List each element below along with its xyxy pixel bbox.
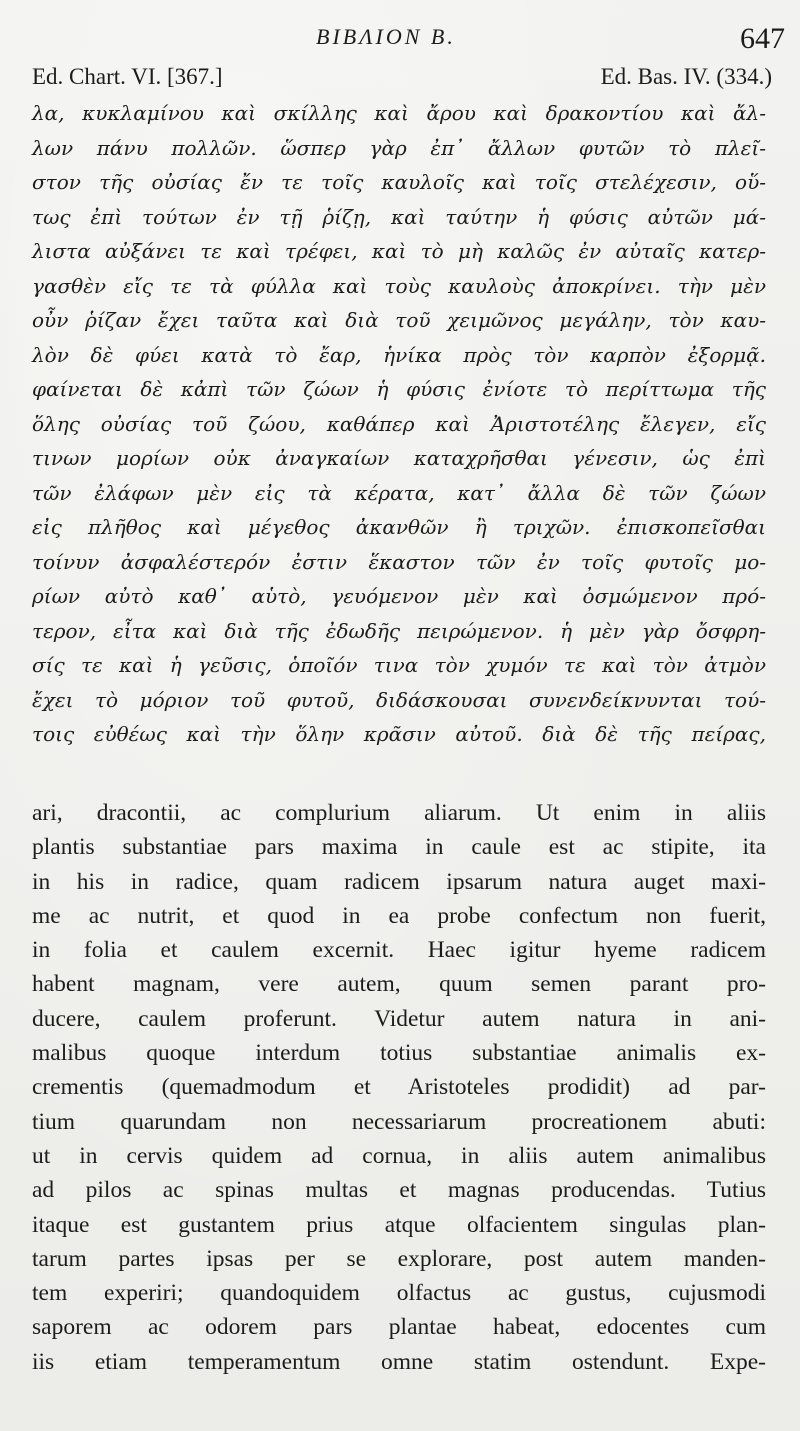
greek-line: τῶν ἐλάφων μὲν εἰς τὰ κέρατα, κατ᾽ ἄλλα δὲ τῶν ζώων	[32, 480, 766, 505]
greek-line: τοις εὐθέως καὶ τὴν ὅλην κρᾶσιν αὐτοῦ. διὰ δὲ τῆς πείρας,	[32, 722, 766, 746]
latin-line: itaque est gustantem prius atque olfacientem singulas plan-	[32, 1211, 766, 1238]
greek-line: οὖν ῥίζαν ἔχει ταῦτα καὶ διὰ τοῦ χειμῶνος μεγάλην, τὸν καυ-	[32, 308, 766, 332]
latin-text-block	[32, 796, 766, 1379]
greek-line: ἔχει τὸ μόριον τοῦ φυτοῦ, διδάσκουσαι συνενδείκνυνται τού-	[32, 687, 766, 712]
greek-line: ὅλης οὐσίας τοῦ ζώου, καθάπερ καὶ Ἀριστοτέλης ἔλεγεν, εἴς	[32, 411, 766, 436]
latin-line: crementis (quemadmodum et Aristoteles prodidit) ad par-	[32, 1074, 766, 1101]
page-number: 647	[740, 22, 785, 55]
running-head	[0, 22, 800, 62]
greek-line: λὸν δὲ φύει κατὰ τὸ ἔαρ, ἡνίκα πρὸς τὸν καρπὸν ἐξορμᾷ.	[32, 342, 766, 367]
latin-line: in folia et caulem excernit. Haec igitur hyeme radicem	[32, 937, 766, 964]
greek-line: λα, κυκλαμίνου καὶ σκίλλης καὶ ἄρου καὶ δρακοντίου καὶ ἄλ-	[32, 101, 766, 125]
edition-references	[32, 64, 772, 94]
latin-line: tarum partes ipsas per se explorare, post autem manden-	[32, 1245, 766, 1272]
latin-line: in his in radice, quam radicem ipsarum natura auget maxi-	[32, 868, 766, 895]
latin-line: ad pilos ac spinas multas et magnas producendas. Tutius	[32, 1177, 766, 1204]
latin-line: saporem ac odorem pars plantae habeat, edocentes cum	[32, 1314, 766, 1341]
greek-line: φαίνεται δὲ κἀπὶ τῶν ζώων ἡ φύσις ἐνίοτε τὸ περίττωμα τῆς	[32, 377, 766, 401]
greek-line: στον τῆς οὐσίας ἔν τε τοῖς καυλοῖς καὶ τοῖς στελέχεσιν, οὕ-	[32, 170, 766, 194]
greek-line: τερον, εἶτα καὶ διὰ τῆς ἐδωδῆς πειρώμενον. ἡ μὲν γὰρ ὄσφρη-	[32, 618, 766, 643]
greek-line: λων πάνυ πολλῶν. ὥσπερ γὰρ ἐπ᾽ ἄλλων φυτῶν τὸ πλεῖ-	[32, 135, 766, 160]
greek-line: τινων μορίων οὐκ ἀναγκαίων καταχρῆσθαι γένεσιν, ὡς ἐπὶ	[32, 446, 766, 470]
latin-line: ari, dracontii, ac complurium aliarum. Ut enim in aliis	[32, 800, 766, 826]
greek-line: λιστα αὐξάνει τε καὶ τρέφει, καὶ τὸ μὴ καλῶς ἐν αὐταῖς κατερ-	[32, 239, 766, 263]
greek-line: γασθὲν εἴς τε τὰ φύλλα καὶ τοὺς καυλοὺς ἀποκρίνει. τὴν μὲν	[32, 273, 766, 298]
latin-line: habent magnam, vere autem, quum semen parant pro-	[32, 971, 766, 998]
latin-line: tem experiri; quandoquidem olfactus ac gustus, cujusmodi	[32, 1280, 766, 1307]
greek-text-block	[32, 96, 766, 752]
edition-reference-chartier: Ed. Chart. VI. [367.]	[32, 64, 223, 89]
greek-line: σίς τε καὶ ἡ γεῦσις, ὁποῖόν τινα τὸν χυμόν τε καὶ τὸν ἀτμὸν	[32, 653, 766, 677]
latin-line: malibus quoque interdum totius substantiae animalis ex-	[32, 1040, 766, 1067]
greek-line: ρίων αὐτὸ καθ᾽ αὑτὸ, γευόμενον μὲν καὶ ὀσμώμενον πρό-	[32, 584, 766, 608]
latin-line: me ac nutrit, et quod in ea probe confectum non fuerit,	[32, 902, 766, 929]
latin-line: ut in cervis quidem ad cornua, in aliis autem animalibus	[32, 1142, 766, 1169]
latin-line: iis etiam temperamentum omne statim ostendunt. Expe-	[32, 1348, 766, 1375]
greek-line: εἰς πλῆθος καὶ μέγεθος ἀκανθῶν ἢ τριχῶν. ἐπισκοπεῖσθαι	[32, 515, 766, 539]
latin-line: plantis substantiae pars maxima in caule est ac stipite, ita	[32, 834, 766, 861]
latin-line: tium quarundam non necessariarum procreationem abuti:	[32, 1108, 766, 1135]
latin-line: ducere, caulem proferunt. Videtur autem natura in ani-	[32, 1005, 766, 1032]
running-title: ΒΙΒΛΙΟΝ Β.	[316, 24, 456, 49]
greek-line: τως ἐπὶ τούτων ἐν τῇ ῥίζῃ, καὶ ταύτην ἡ φύσις αὐτῶν μά-	[32, 204, 766, 229]
edition-reference-basel: Ed. Bas. IV. (334.)	[600, 64, 772, 89]
greek-line: τοίνυν ἀσφαλέστερόν ἐστιν ἕκαστον τῶν ἐν τοῖς φυτοῖς μο-	[32, 549, 766, 574]
